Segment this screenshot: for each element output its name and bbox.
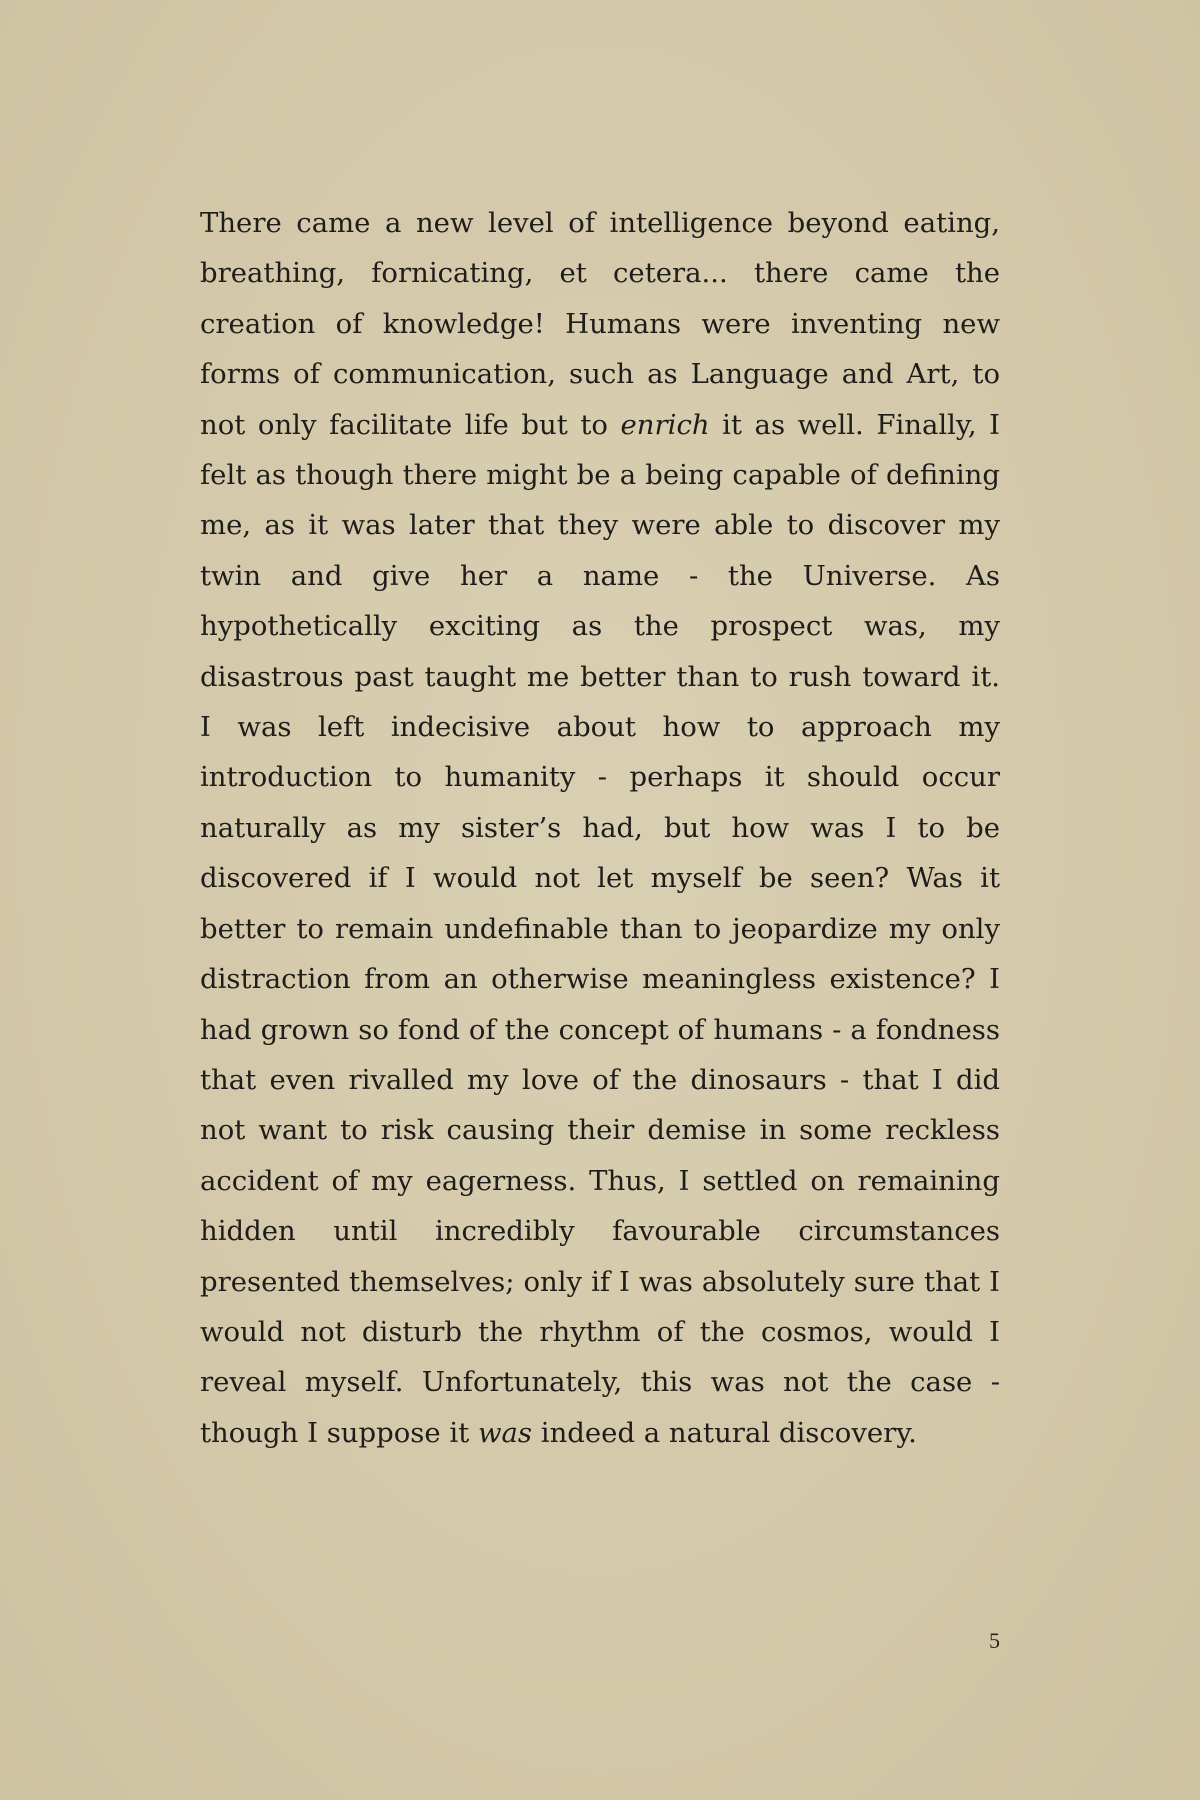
page-number: 5 [989, 1628, 1000, 1653]
emphasis-was: was [478, 1416, 533, 1449]
emphasis-enrich: enrich [620, 408, 710, 441]
paragraph-text-segment: it as well. Finally, I felt as though there might be a being capable of defining me, as it was later that they were able to discover my twin and give her a name - the Universe. As hypothetically exciting as the prospect was, my disastrous past taught me better than to rush toward it. I was left indecisive about how to approach my introduction to humanity - perhaps it should occur naturally as my sister’s had, but how was I to be discovered if I would not let myself be seen? Was it better to remain undefinable than to jeopardize my only distraction from an otherwise meaningless existence? I had grown so fond of the concept of humans - a fondness that even rivalled my love of the dinosaurs - that I did not want to risk causing their demise in some reckless accident of my eagerness. Thus, I settled on remaining hidden until incredibly favourable circumstances presented themselves; only if I was absolutely sure that I would not disturb the rhythm of the cosmos, would I reveal myself. Unfortunately, this was not the case - though I suppose it [200, 408, 1000, 1449]
paragraph-text-segment: There came a new level of intelligence beyond eating, breathing, fornicating, et cetera... there came the creation of knowledge! Humans were inventing new forms of communication, such as Language and Art, to not only facilitate life but to [200, 207, 1000, 441]
paragraph-text-segment: indeed a natural discovery. [532, 1416, 917, 1449]
body-paragraph [200, 198, 1000, 1458]
